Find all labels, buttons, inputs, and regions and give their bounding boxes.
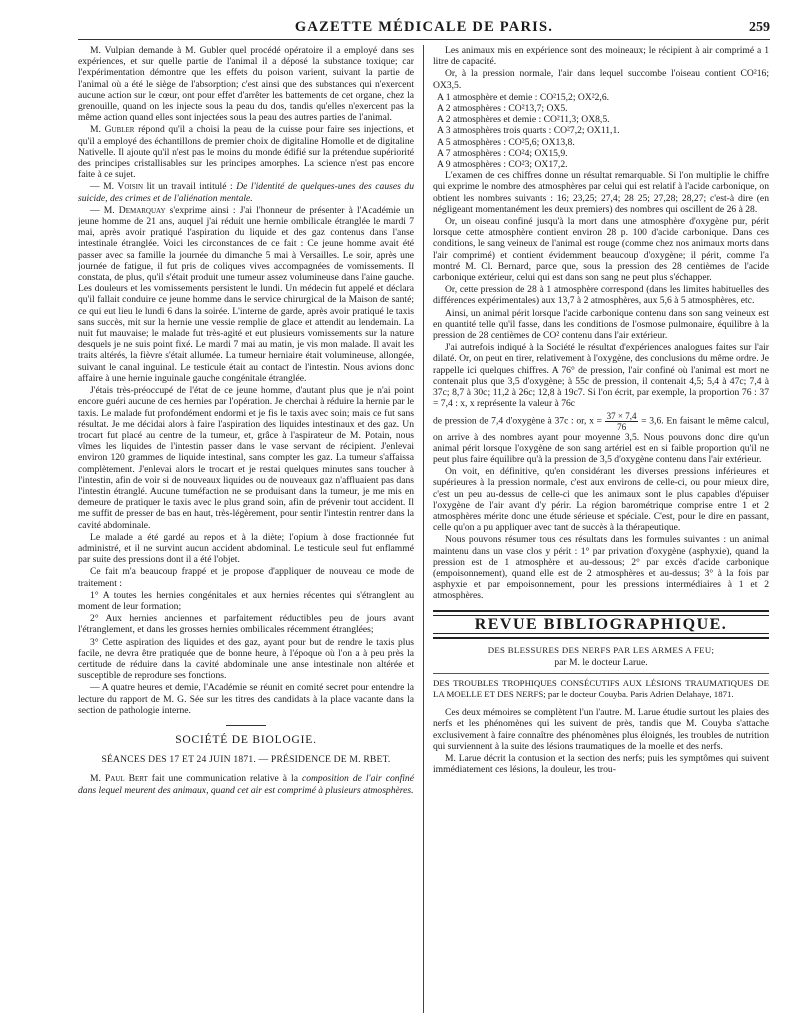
list-item: 2° Aux hernies anciennes et parfaitement réductibles peu de jours avant l'étranglement, et dans les grosses hernies ombilicales récemment étranglées; [78,613,414,636]
journal-title: GAZETTE MÉDICALE DE PARIS. [294,19,554,35]
paragraph: On voit, en définitive, qu'en considérant les diverses pressions inférieures et supérieures à la pression normale, c'est aux environs de celle-ci, ou pour mieux dire, c'est un peu au-dessus de celle-ci que les animaux sont le plus capables d'épuiser l'oxygène de l'air avant d'y périr. La région barométrique comprise entre 1 et 2 atmosphères mérite donc une étude sérieuse et spéciale. C'est, pour le dire en passant, celle qu'on a pu appliquer avec tant de succès à la thérapeutique. [433,466,769,534]
measurement-line: A 5 atmosphères : CO²5,6; OX13,8. [437,136,575,148]
revue-title: REVUE BIBLIOGRAPHIQUE. [433,615,769,634]
list-item: 3° Cette aspiration des liquides et des gaz, ayant pour but de rendre le taxis plus facile, ne devra être pratiquée que de bonne heure, à l'époque où l'on a à peu près la certitude de réduire dans la cavité abdominale une anse intestinale non altérée et susceptible de reprodure ses fonctions. [78,636,414,682]
measurement-line: A 2 atmosphères : CO²13,7; OX5. [437,103,568,115]
measurement-line: A 1 atmosphère et demie : CO²15,2; OX²2,6. [437,91,610,103]
paragraph-with-formula: de pression de 7,4 d'oxygène à 37c : or, x = $\frac{37 \times 7,4}{76}$ = 3,6. En faisant le même calcul, on arrive à des nombres ayant pour moyenne 3,5. Nous pouvons donc dire qu'un animal périt lorsque l'oxygène de son sang artériel est en si faible proportion qu'il ne peut plus faire équilibre qu'à la pression de 3,5 d'oxygène contenu dans l'air extérieur. [433,410,769,465]
book-author: par M. le docteur Larue. [554,656,648,668]
page-number: 259 [748,20,770,35]
paragraph: — M. Voisin lit un travail intitulé : De l'identité de quelques-unes des causes du suicide, des crimes et de l'aliénation mentale. [78,181,414,204]
divider [226,725,266,726]
paragraph: Ainsi, un animal périt lorsque l'acide carbonique contenu dans son sang veineux est en quantité telle qu'il fasse, dans les conditions de l'osmose pulmonaire, équilibre à la pression de 28 centièmes de CO² contenu dans l'air extérieur. [433,307,769,342]
work-title: De l'identité de quelques-unes des causes du suicide, des crimes et de l'aliénation mentale. [78,181,414,204]
book-title: DES BLESSURES DES NERFS PAR LES ARMES A FEU; [487,644,715,655]
paragraph: — A quatre heures et demie, l'Académie se réunit en comité secret pour entendre la lecture du rapport de M. G. Sée sur les titres des candidats à la place vacante dans la section de pathologie interne. [78,682,414,716]
left-column [78,45,423,1013]
fraction: $\frac{37 \times 7,4}{76}$ [606,410,637,432]
speaker-name: — M. Voisin [90,181,144,193]
speaker-name: — M. Demarquay [90,204,166,216]
two-column-body [78,45,770,1013]
measurement-line: A 3 atmosphères trois quarts : CO²7,2; OX11,1. [437,125,620,137]
paragraph: Ce fait m'a beaucoup frappé et je propose d'appliquer de nouveau ce mode de traitement : [78,566,414,589]
paragraph: Or, à la pression normale, l'air dans lequel succombe l'oiseau contient CO²16; OX3,5. [433,68,769,91]
paragraph: Le malade a été gardé au repos et à la diète; l'opium à dose fractionnée fut administré, et il ne survint aucun accident abdominal. Le testicule seul fut enflammé par suite des pressions dont il a été l'objet. [78,531,414,566]
work-title: composition de l'air confiné dans lequel meurent des animaux, quand cet air est comprimé à plusieurs atmosphères. [78,773,414,796]
revue-heading-box [433,610,769,639]
session-line: SÉANCES DES 17 ET 24 JUIN 1871. — PRÉSIDENCE DE M. RBET. [101,754,391,766]
paragraph: M. Gubler répond qu'il a choisi la peau de la cuisse pour faire ses injections, et qu'il a employé des échantillons de premier choix de digitaline Homolle et de digitaline Nativelle. Il ajoute qu'il n'est pas le moins du monde édifié sur la prétendue supériorité des principes cristallisables sur les principes amorphes. La science n'est pas encore faite à ce sujet. [78,124,414,181]
paragraph: Or, un oiseau confiné jusqu'à la mort dans une atmosphère d'oxygène pur, périt lorsque cette atmosphère contient environ 28 p. 100 d'acide carbonique. Dans ces conditions, le sang veineux de l'animal est rouge (comme chez nos animaux morts dans l'air comprimé) et contient évidemment beaucoup d'oxygène; il périt, comme l'a montré M. Cl. Bernard, parce que, sous la pression des 28 centièmes de l'acide carbonique extérieur, celui qui est dans son sang ne peut plus s'échapper. [433,216,769,284]
paragraph: M. Vulpian demande à M. Gubler quel procédé opératoire il a employé dans ses expériences, et sur quelle partie de l'animal il a déposé la substance toxique; car l'expérimentation démontre que les effets du poison varient, suivant la partie de l'animal où a été le siège de l'absorption; c'est ainsi que des substances qui n'exercent aucune action sur le cœur, ont pour effet d'arrêter les battements de cet organe, chez la grenouille, quand on les injecte sous la peau du dos, tandis qu'elles n'exercent pas la même action quand elles sont injectées sous la peau des autres parties de l'animal. [78,45,414,124]
speaker-name: M. Paul Bert [90,773,148,785]
paragraph: J'étais très-préoccupé de l'état de ce jeune homme, d'autant plus que je n'ai point encore guéri aucune de ces hernies par l'opération. Je cherchai à réduire la hernie par le taxis. Le malade fut profondément endormi et je fis le taxis avec soin; mais ce fut sans résultat. Je me décidai alors à faire l'aspiration des liquides intestinaux et des gaz. Un trocart fut placé au centre de la tumeur, et, grâce à l'aspirateur de M. Potain, nous vîmes les liquides de l'intestin passer dans le vase servant de récipient. J'enlevai environ 120 grammes de liquide intestinal, sans compter les gaz. La tumeur s'affaissa complètement. J'enlevai alors le trocart et je restai quelques minutes sans toucher à l'intestin, afin de voir si de nouveaux liquides ou de nouveaux gaz n'affluaient pas dans l'intestin étranglé. Aucune tuméfaction ne se produisant dans la tumeur, je me mis en demeure de pratiquer le taxis avec le plus grand soin, afin de prévenir tout accident. Il me suffit de presser de bas en haut, très-légèrement, pour sentir l'intestin rentrer dans la cavité abdominale. [78,385,414,531]
section-heading: SOCIÉTÉ DE BIOLOGIE. [78,725,414,746]
page-header [78,10,770,40]
paragraph: L'examen de ces chiffres donne un résultat remarquable. Si l'on multiplie le chiffre qui exprime le nombre des atmosphères par celui qui est relatif à l'acide carbonique, on obtient les nombres suivants : 16; 23,25; 27,4; 28 25; 27,28; 28,27; c'est-à dire (en négligeant momentanément les deux premiers) des nombres qui oscillent de 26 à 28. [433,170,769,215]
list-item: 1° A toutes les hernies congénitales et aux hernies récentes qui s'étranglent au moment de leur formation; [78,589,414,612]
book-reference: DES TROUBLES TROPHIQUES CONSÉCUTIFS AUX LÉSIONS TRAUMATIQUES DE LA MOELLE ET DES NERFS; par le docteur Couyba. Paris Adrien Delahaye, 1871. [433,673,769,700]
paragraph: M. Paul Bert fait une communication relative à la composition de l'air confiné dans lequel meurent des animaux, quand cet air est comprimé à plusieurs atmosphères. [78,773,414,796]
paragraph: Nous pouvons résumer tous ces résultats dans les formules suivantes : un animal maintenu dans un vase clos y périt : 1° par privation d'oxygène (asphyxie), quand la pression est de 1 atmosphère et au-dessous; 2° par excès d'acide carbonique (empoisonnement), quand elle est de 2 atmosphères et au-dessus; 3° à la fois par asphyxie et par empoisonnement, pour les pressions intermédiaires à 1 et 2 atmosphères. [433,534,769,602]
measurement-line: A 9 atmosphères : CO²3; OX17,2. [437,159,568,171]
paragraph: Or, cette pression de 28 à 1 atmosphère correspond (dans les limites habituelles des différences expérimentales) aux 13,7 à 2 atmosphères, aux 5,6 à 5 atmosphères, etc. [433,284,769,307]
paragraph: J'ai autrefois indiqué à la Société le résultat d'expériences analogues faites sur l'air dilaté. Or, on peut en tirer, relativement à l'oxygène, des conclusions du même ordre. Je rappelle ici quelques chiffres. A 76° de pression, l'air confiné où l'animal est mort ne contenait plus que 3,5 d'oxygène; à 55c de pression, il contenait 4,5; 5,4 à 47c; 7,4 à 37c; 8,7 à 30c; 11,2 à 26c; 12,8 à 19c7. Si l'on écrit, par exemple, la proportion 76 : 37 = 7,4 : x, x représente la valeur à 76c [433,342,769,410]
paragraph: Ces deux mémoires se complètent l'un l'autre. M. Larue étudie surtout les plaies des nerfs et les phénomènes qui les suivent de près, tandis que M. Couyba s'attache exclusivement à faire connaître des phénomènes plus éloignés, les troubles de nutrition qui surviennent à la suite des lésions traumatiques de la moelle et des nerfs. [433,707,769,752]
measurement-line: A 7 atmosphères : CO²4; OX15,9. [437,147,568,159]
measurement-line: A 2 atmosphères et demie : CO²11,3; OX8,5. [437,114,610,126]
right-column [423,45,769,1013]
paragraph: Les animaux mis en expérience sont des moineaux; le récipient à air comprimé a 1 litre de capacité. [433,45,769,68]
paragraph: M. Larue décrit la contusion et la section des nerfs; puis les symptômes qui suivent immédiatement ces lésions, la douleur, les trou- [433,752,769,776]
paragraph: — M. Demarquay s'exprime ainsi : J'ai l'honneur de présenter à l'Académie un jeune homme de 21 ans, auquel j'ai réduit une hernie ombilicale étranglée le mardi 7 mai, après avoir pratiqué l'aspiration du liquide et des gaz contenus dans l'anse intestinale étranglée. Voici les circonstances de ce fait : Ce jeune homme avait été passer avec sa famille la journée du dimanche 5 mai à Versailles. Le soir, après une journée de fatigue, il fut pris de coliques vives accompagnées de vomissements. Il constata, de plus, qu'il s'était produit une tumeur assez volumineuse dans l'aine gauche. Les douleurs et les vomissements persistent le lundi. Un médecin fut appelé et déclara qu'il fallait conduire ce jeune homme dans le service chirurgical de la Maison de santé; ce qui eut lieu le lundi 6 dans la soirée. L'interne de garde, après avoir pratiqué le taxis sans succès, mit sur la hernie une vessie remplie de glace et attendit au lendemain. La nuit fut mauvaise; le malade fut très-agité et eut plusieurs vomissements sur la nature desquels je ne suis point fixé. Le mardi 7 mai au matin, je vis mon malade. Il avait les traits altérés, la fièvre s'était allumée. La tumeur herniaire était volumineuse, allongée, suivant le canal inguinal. Le testicule était au contact de l'intestin. Nous avions donc affaire à une hernie inguinale gauche congénitale étranglée. [78,204,414,384]
speaker-name: M. Gubler [90,124,135,136]
